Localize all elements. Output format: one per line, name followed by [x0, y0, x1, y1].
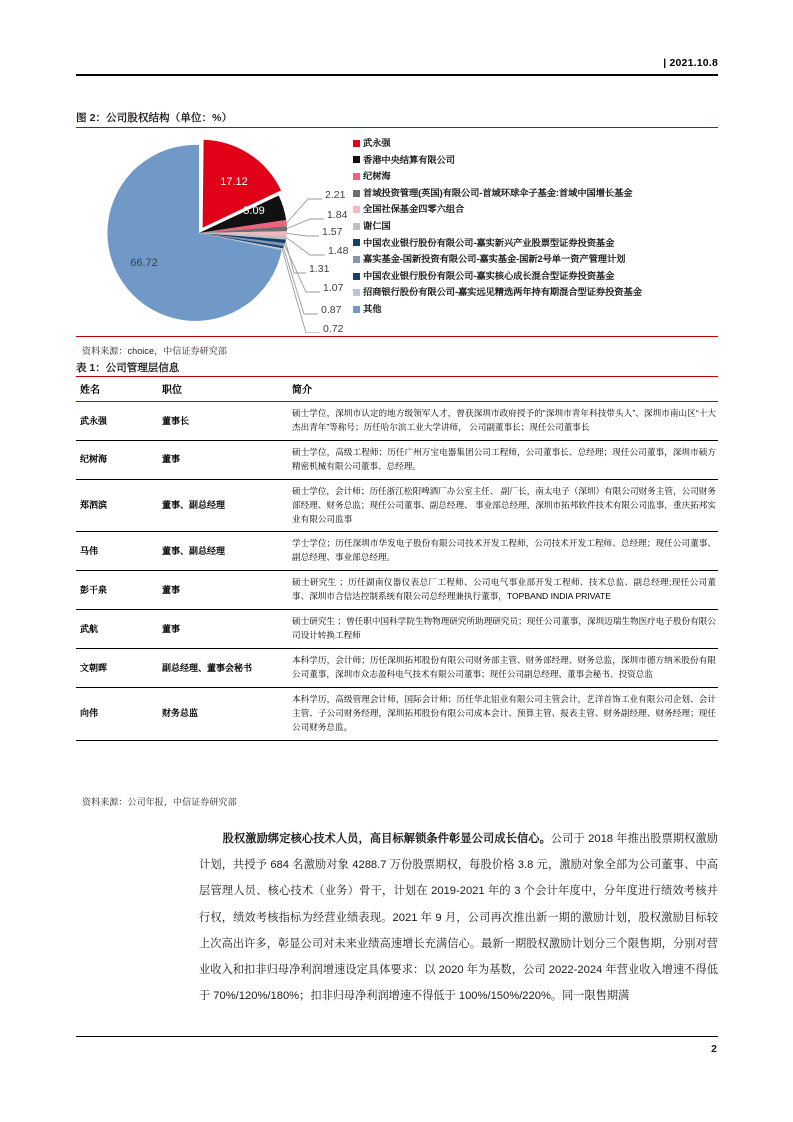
legend-swatch-icon: [353, 256, 360, 263]
figure-source: 资料来源：choice，中信证券研究部: [82, 346, 227, 356]
column-header-name: 姓名: [76, 377, 158, 402]
cell-bio: 硕士研究生 ；曾任职中国科学院生物物理研究所助理研究员；现任公司董事，深圳迈瑞生物医疗电子股份有限公司设计转换工程师: [288, 610, 718, 649]
cell-bio: 硕士研究生 ；历任湖南仪器仪表总厂工程师、公司电气事业部开发工程师、技术总监、副总经理;现任公司董事、深圳市合信达控制系统有限公司总经理兼执行董事，TOPBAND INDIA PRIVATE: [288, 571, 718, 610]
legend-label: 中国农业银行股份有限公司-嘉实新兴产业股票型证券投资基金: [363, 237, 615, 248]
table-row: [76, 532, 718, 571]
table-caption: 表 1：公司管理层信息: [76, 362, 180, 374]
column-header-bio: 简介: [288, 377, 718, 402]
cell-bio: 硕士学位，高级工程师；历任广州万宝电器集团公司工程师，公司董事长、总经理；现任公司董事，深圳市硕方精密机械有限公司董事、总经理。: [288, 440, 718, 479]
legend-swatch-icon: [353, 156, 360, 163]
legend-label: 武永强: [363, 138, 391, 148]
legend-label: 全国社保基金四零六组合: [363, 204, 465, 215]
legend-item[interactable]: [353, 235, 713, 252]
cell-bio: 硕士学位，会计师；历任浙江松阳啤酒厂办公室主任、 副厂长，南太电子（深圳）有限公司财务主管，公司财务部经理、财务总监；现任公司董事、副总经理、 事业部总经理，深圳市拓邦软件技术有限公司监事，重庆拓邦实业有限公司监事: [288, 479, 718, 532]
cell-name: 彭干泉: [76, 571, 158, 610]
page-header: [76, 42, 718, 76]
legend-label: 香港中央结算有限公司: [363, 154, 455, 165]
pie-chart: [94, 133, 359, 333]
legend-item[interactable]: [353, 185, 713, 202]
table-source: 资料来源：公司年报，中信证券研究部: [82, 797, 237, 807]
legend-label: 招商银行股份有限公司-嘉实远见精选两年持有期混合型证券投资基金: [363, 287, 642, 298]
cell-name: 向伟: [76, 687, 158, 740]
cell-bio: 学士学位；历任深圳市华发电子股份有限公司技术开发工程师，公司技术开发工程师、总经理；现任公司董事、副总经理、事业部总经理。: [288, 532, 718, 571]
paragraph-lead: 股权激励绑定核心技术人员，高目标解锁条件彰显公司成长信心。: [222, 833, 551, 845]
pie-callout-1-07: 1.07: [323, 282, 344, 294]
header-divider: [76, 74, 718, 76]
pie-callout-0-72: 0.72: [323, 323, 344, 335]
cell-name: 郑泗滨: [76, 479, 158, 532]
legend-swatch-icon: [353, 289, 360, 296]
table-row: [76, 440, 718, 479]
legend-swatch-icon: [353, 239, 360, 246]
legend-item[interactable]: [353, 201, 713, 218]
cell-title: 董事长: [158, 402, 288, 441]
table-row: [76, 571, 718, 610]
cell-name: 武航: [76, 610, 158, 649]
table-row: [76, 610, 718, 649]
management-table: [76, 376, 718, 741]
footer-divider: [76, 1036, 718, 1037]
cell-name: 武永强: [76, 402, 158, 441]
cell-name: 纪树海: [76, 440, 158, 479]
figure-caption: [76, 110, 718, 128]
pie-callout-1-84: 1.84: [327, 209, 348, 221]
table-row: [76, 687, 718, 740]
legend-label: 其他: [363, 303, 382, 314]
pie-legend: [353, 135, 713, 318]
pie-chart-svg: [94, 133, 359, 333]
legend-label: 谢仁国: [363, 220, 391, 231]
body-paragraph: [199, 826, 718, 1009]
legend-swatch-icon: [353, 206, 360, 213]
pie-value-hkscc: 5.09: [243, 205, 265, 217]
legend-item[interactable]: [353, 135, 713, 152]
pie-callout-1-48: 1.48: [328, 245, 349, 257]
legend-item[interactable]: [353, 152, 713, 169]
cell-title: 董事: [158, 440, 288, 479]
cell-name: 马伟: [76, 532, 158, 571]
table-row: [76, 648, 718, 687]
figure-top-rule: [76, 127, 718, 128]
cell-title: 财务总监: [158, 687, 288, 740]
legend-item[interactable]: [353, 168, 713, 185]
cell-bio: 硕士学位，深圳市认定的地方级领军人才，曾获深圳市政府授予的“深圳市青年科技带头人”、深圳市南山区“十大杰出青年”等称号；历任哈尔滨工业大学讲师， 公司副董事长；现任公司董事长: [288, 402, 718, 441]
cell-name: 文朝晖: [76, 648, 158, 687]
cell-title: 董事、副总经理: [158, 532, 288, 571]
pie-value-others: 66.72: [130, 257, 158, 269]
legend-swatch-icon: [353, 306, 360, 313]
legend-swatch-icon: [353, 173, 360, 180]
page-number: 2: [711, 1043, 717, 1055]
figure-caption-text: 图 2：公司股权结构（单位：%）: [76, 110, 232, 128]
pie-callout-0-87: 0.87: [321, 304, 342, 316]
paragraph-text: 公司于 2018 年推出股票期权激励计划，共授予 684 名激励对象 4288.7 万份股票期权，每股价格 3.8 元，激励对象全部为公司董事、中高层管理人员、核心技术（业务）骨干，计划在 2019-2021 年的 3 个会计年度中，分年度进行绩效考核并行权，绩效考核指标为经营业绩表现。2021 年 9 月，公司再次推出新一期的激励计划，股权激励目标较上次高出许多，彰显公司对未来业绩高速增长充满信心。最新一期股权激励计划分三个限售期，分别对营业收入和扣非归母净利润增速设定具体要求：以 2020 年为基数，公司 2022-2024 年营业收入增速不得低于 70%/120%/180%；扣非归母净利润增速不得低于 100%/150%/220%。同一限售期满: [199, 833, 718, 1003]
pie-callout-1-57: 1.57: [322, 226, 343, 238]
figure-bottom-rule: [76, 336, 718, 337]
cell-title: 董事: [158, 610, 288, 649]
legend-item[interactable]: [353, 218, 713, 235]
legend-swatch-icon: [353, 140, 360, 147]
pie-value-wuyongqiang: 17.12: [220, 176, 248, 188]
column-header-title: 职位: [158, 377, 288, 402]
table-row: [76, 402, 718, 441]
legend-label: 纪树海: [363, 171, 391, 182]
cell-title: 董事、副总经理: [158, 479, 288, 532]
header-date: | 2021.10.8: [663, 57, 718, 69]
legend-swatch-icon: [353, 190, 360, 197]
pie-callout-2-21: 2.21: [325, 189, 346, 201]
pie-chart-figure: [76, 129, 718, 336]
legend-item[interactable]: [353, 251, 713, 268]
table-header-row: [76, 377, 718, 402]
legend-item[interactable]: [353, 301, 713, 318]
cell-bio: 本科学历，高级管理会计师，国际会计师；历任华北铝业有限公司主管会计，艺洋首饰工业有限公司企划、会计主管、子公司财务经理，深圳拓邦股份有限公司成本会计、预算主管、报表主管、财务副经理、财务经理；现任公司财务总监。: [288, 687, 718, 740]
legend-item[interactable]: [353, 268, 713, 285]
legend-swatch-icon: [353, 273, 360, 280]
cell-title: 董事: [158, 571, 288, 610]
cell-bio: 本科学历，会计师；历任深圳拓邦股份有限公司财务部主管、财务部经理、财务总监，深圳市德方纳米股份有限公司董事，深圳市众志盈科电气技术有限公司董事；现任公司副总经理、董事会秘书、投资总监: [288, 648, 718, 687]
table-row: [76, 479, 718, 532]
legend-label: 嘉实基金-国新投资有限公司-嘉实基金-国新2号单一资产管理计划: [363, 254, 626, 265]
legend-item[interactable]: [353, 284, 713, 301]
legend-label: 首域投资管理(英国)有限公司-首域环球伞子基金:首域中国增长基金: [363, 187, 633, 198]
cell-title: 副总经理、董事会秘书: [158, 648, 288, 687]
legend-swatch-icon: [353, 223, 360, 230]
legend-label: 中国农业银行股份有限公司-嘉实核心成长混合型证券投资基金: [363, 270, 615, 281]
pie-callout-1-31: 1.31: [309, 263, 330, 275]
